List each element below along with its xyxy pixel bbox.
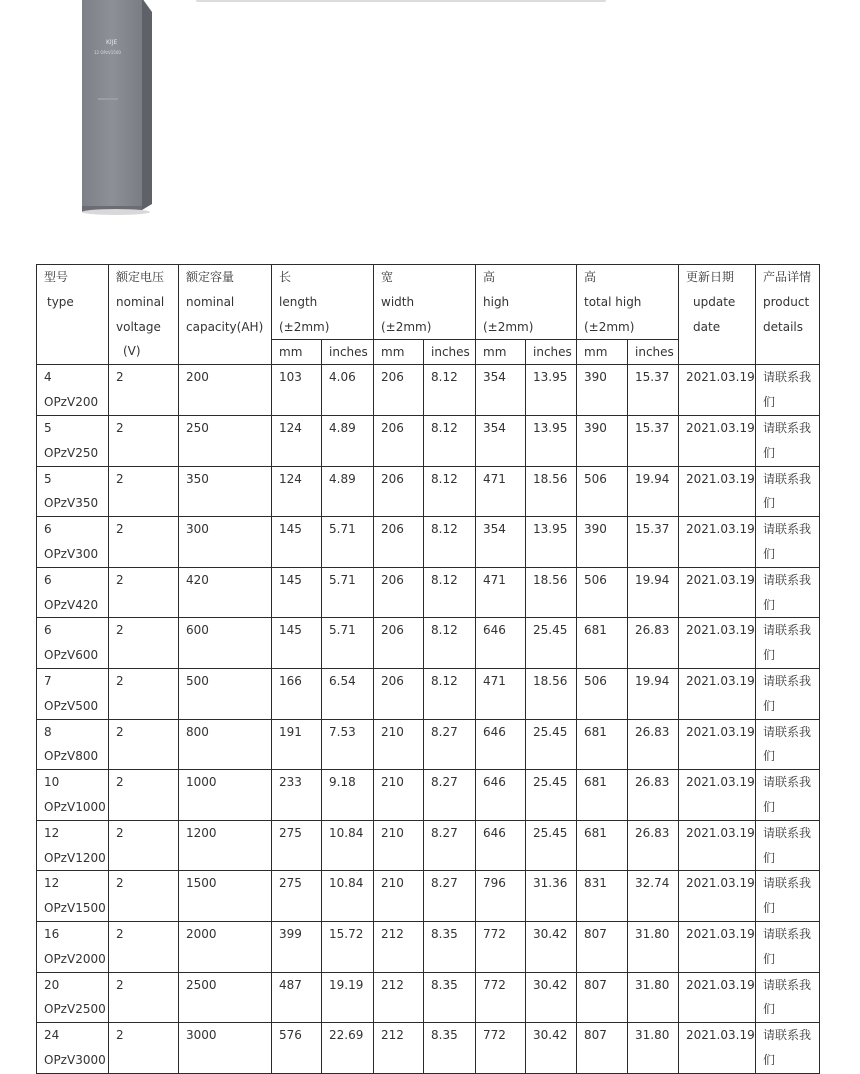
contact-us-link[interactable]: 请联系我 们: [756, 618, 820, 669]
voltage-cell: 2: [109, 517, 179, 568]
header-total-high: 高 total high (±2mm): [577, 265, 679, 340]
total-high-mm-cell: 506: [577, 567, 628, 618]
capacity-cell: 2500: [179, 972, 272, 1023]
battery-brand-label: KIJE: [106, 39, 118, 46]
update-date-cell: 2021.03.19: [679, 415, 756, 466]
total-high-inches-cell: 15.37: [628, 517, 679, 568]
high-inches-cell: 30.42: [526, 972, 577, 1023]
width-mm-cell: 212: [374, 921, 424, 972]
length-inches-cell: 4.89: [322, 415, 374, 466]
type-cell: 10 OPzV1000: [37, 770, 109, 821]
voltage-cell: 2: [109, 871, 179, 922]
total-high-mm-cell: 831: [577, 871, 628, 922]
width-mm-cell: 210: [374, 871, 424, 922]
voltage-cell: 2: [109, 466, 179, 517]
total-high-mm-cell: 390: [577, 365, 628, 416]
capacity-cell: 200: [179, 365, 272, 416]
type-cell: 5 OPzV350: [37, 466, 109, 517]
high-mm-cell: 646: [476, 770, 526, 821]
high-mm-cell: 646: [476, 618, 526, 669]
capacity-cell: 800: [179, 719, 272, 770]
header-product-details: 产品详情 product details: [756, 265, 820, 365]
length-mm-cell: 145: [272, 517, 322, 568]
capacity-cell: 600: [179, 618, 272, 669]
high-inches-cell: 25.45: [526, 770, 577, 821]
voltage-cell: 2: [109, 668, 179, 719]
total-high-mm-cell: 506: [577, 668, 628, 719]
product-image-area: [0, 0, 860, 260]
high-mm-cell: 354: [476, 415, 526, 466]
contact-us-link[interactable]: 请联系我 们: [756, 567, 820, 618]
length-mm-cell: 233: [272, 770, 322, 821]
length-mm-cell: 576: [272, 1023, 322, 1074]
high-inches-cell: 13.95: [526, 517, 577, 568]
update-date-cell: 2021.03.19: [679, 770, 756, 821]
high-inches-cell: 25.45: [526, 820, 577, 871]
width-inches-cell: 8.27: [424, 820, 476, 871]
length-inches-cell: 5.71: [322, 567, 374, 618]
update-date-cell: 2021.03.19: [679, 820, 756, 871]
width-mm-cell: 210: [374, 820, 424, 871]
length-mm-cell: 124: [272, 466, 322, 517]
high-mm-cell: 471: [476, 668, 526, 719]
length-inches-cell: 6.54: [322, 668, 374, 719]
total-high-inches-cell: 19.94: [628, 466, 679, 517]
length-inches-cell: 5.71: [322, 517, 374, 568]
update-date-cell: 2021.03.19: [679, 365, 756, 416]
total-high-inches-cell: 15.37: [628, 415, 679, 466]
unit-mm: mm: [476, 340, 526, 365]
table-row: [37, 517, 820, 568]
total-high-inches-cell: 32.74: [628, 871, 679, 922]
voltage-cell: 2: [109, 1023, 179, 1074]
header-type: 型号 type: [37, 265, 109, 365]
width-mm-cell: 206: [374, 668, 424, 719]
length-inches-cell: 5.71: [322, 618, 374, 669]
table-row: [37, 972, 820, 1023]
width-inches-cell: 8.12: [424, 517, 476, 568]
type-cell: 12 OPzV1500: [37, 871, 109, 922]
total-high-inches-cell: 19.94: [628, 668, 679, 719]
contact-us-link[interactable]: 请联系我 们: [756, 820, 820, 871]
type-cell: 20 OPzV2500: [37, 972, 109, 1023]
contact-us-link[interactable]: 请联系我 们: [756, 719, 820, 770]
capacity-cell: 350: [179, 466, 272, 517]
width-mm-cell: 206: [374, 466, 424, 517]
length-inches-cell: 22.69: [322, 1023, 374, 1074]
total-high-inches-cell: 26.83: [628, 719, 679, 770]
high-mm-cell: 772: [476, 921, 526, 972]
total-high-inches-cell: 26.83: [628, 820, 679, 871]
update-date-cell: 2021.03.19: [679, 871, 756, 922]
type-cell: 4 OPzV200: [37, 365, 109, 416]
width-inches-cell: 8.12: [424, 567, 476, 618]
width-mm-cell: 206: [374, 567, 424, 618]
high-inches-cell: 18.56: [526, 567, 577, 618]
table-row: [37, 567, 820, 618]
unit-inches: inches: [424, 340, 476, 365]
table-row: [37, 770, 820, 821]
length-mm-cell: 487: [272, 972, 322, 1023]
unit-inches: inches: [628, 340, 679, 365]
capacity-cell: 420: [179, 567, 272, 618]
high-mm-cell: 354: [476, 517, 526, 568]
high-inches-cell: 18.56: [526, 668, 577, 719]
voltage-cell: 2: [109, 719, 179, 770]
type-cell: 6 OPzV420: [37, 567, 109, 618]
voltage-cell: 2: [109, 365, 179, 416]
header-update-date: 更新日期 update date: [679, 265, 756, 365]
high-mm-cell: 471: [476, 567, 526, 618]
header-row: [37, 265, 820, 340]
contact-us-link[interactable]: 请联系我 们: [756, 668, 820, 719]
width-inches-cell: 8.12: [424, 668, 476, 719]
width-mm-cell: 210: [374, 719, 424, 770]
voltage-cell: 2: [109, 820, 179, 871]
update-date-cell: 2021.03.19: [679, 921, 756, 972]
width-inches-cell: 8.35: [424, 1023, 476, 1074]
contact-us-link[interactable]: 请联系我 们: [756, 770, 820, 821]
length-inches-cell: 7.53: [322, 719, 374, 770]
width-mm-cell: 210: [374, 770, 424, 821]
contact-us-link[interactable]: 请联系我 们: [756, 871, 820, 922]
voltage-cell: 2: [109, 972, 179, 1023]
contact-us-link[interactable]: 请联系我 们: [756, 517, 820, 568]
total-high-inches-cell: 31.80: [628, 972, 679, 1023]
width-inches-cell: 8.27: [424, 871, 476, 922]
contact-us-link[interactable]: 请联系我 们: [756, 1023, 820, 1074]
update-date-cell: 2021.03.19: [679, 618, 756, 669]
table-row: [37, 618, 820, 669]
capacity-cell: 1200: [179, 820, 272, 871]
high-mm-cell: 646: [476, 719, 526, 770]
table-row: [37, 365, 820, 416]
total-high-inches-cell: 15.37: [628, 365, 679, 416]
width-mm-cell: 212: [374, 1023, 424, 1074]
length-mm-cell: 275: [272, 871, 322, 922]
total-high-mm-cell: 681: [577, 719, 628, 770]
unit-mm: mm: [272, 340, 322, 365]
width-mm-cell: 206: [374, 618, 424, 669]
voltage-cell: 2: [109, 415, 179, 466]
length-inches-cell: 15.72: [322, 921, 374, 972]
voltage-cell: 2: [109, 921, 179, 972]
high-inches-cell: 18.56: [526, 466, 577, 517]
table-row: [37, 921, 820, 972]
unit-inches: inches: [322, 340, 374, 365]
capacity-cell: 1500: [179, 871, 272, 922]
type-cell: 12 OPzV1200: [37, 820, 109, 871]
high-mm-cell: 646: [476, 820, 526, 871]
header-width: 宽 width (±2mm): [374, 265, 476, 340]
truncated-caption-text: [196, 0, 606, 2]
high-mm-cell: 772: [476, 1023, 526, 1074]
high-inches-cell: 25.45: [526, 618, 577, 669]
total-high-inches-cell: 26.83: [628, 618, 679, 669]
table-row: [37, 719, 820, 770]
width-mm-cell: 206: [374, 415, 424, 466]
length-mm-cell: 145: [272, 618, 322, 669]
total-high-mm-cell: 807: [577, 921, 628, 972]
high-mm-cell: 772: [476, 972, 526, 1023]
update-date-cell: 2021.03.19: [679, 517, 756, 568]
capacity-cell: 250: [179, 415, 272, 466]
total-high-inches-cell: 19.94: [628, 567, 679, 618]
battery-product-image: [80, 0, 154, 216]
table-row: [37, 466, 820, 517]
header-high: 高 high (±2mm): [476, 265, 577, 340]
contact-us-link[interactable]: 请联系我 们: [756, 365, 820, 416]
width-inches-cell: 8.12: [424, 415, 476, 466]
high-mm-cell: 471: [476, 466, 526, 517]
width-inches-cell: 8.12: [424, 466, 476, 517]
total-high-mm-cell: 807: [577, 972, 628, 1023]
width-mm-cell: 206: [374, 517, 424, 568]
width-inches-cell: 8.35: [424, 972, 476, 1023]
type-cell: 16 OPzV2000: [37, 921, 109, 972]
update-date-cell: 2021.03.19: [679, 567, 756, 618]
width-inches-cell: 8.27: [424, 719, 476, 770]
width-inches-cell: 8.12: [424, 365, 476, 416]
voltage-cell: 2: [109, 770, 179, 821]
update-date-cell: 2021.03.19: [679, 668, 756, 719]
header-capacity: 额定容量 nominal capacity(AH): [179, 265, 272, 365]
high-mm-cell: 796: [476, 871, 526, 922]
length-inches-cell: 4.89: [322, 466, 374, 517]
table-row: [37, 668, 820, 719]
type-cell: 6 OPzV600: [37, 618, 109, 669]
high-inches-cell: 25.45: [526, 719, 577, 770]
width-inches-cell: 8.35: [424, 921, 476, 972]
length-inches-cell: 10.84: [322, 820, 374, 871]
type-cell: 5 OPzV250: [37, 415, 109, 466]
total-high-mm-cell: 390: [577, 415, 628, 466]
contact-us-link[interactable]: 请联系我 们: [756, 466, 820, 517]
capacity-cell: 2000: [179, 921, 272, 972]
table-row: [37, 820, 820, 871]
capacity-cell: 3000: [179, 1023, 272, 1074]
contact-us-link[interactable]: 请联系我 们: [756, 415, 820, 466]
update-date-cell: 2021.03.19: [679, 972, 756, 1023]
update-date-cell: 2021.03.19: [679, 719, 756, 770]
battery-spec-table: [36, 264, 820, 1074]
length-mm-cell: 191: [272, 719, 322, 770]
total-high-mm-cell: 506: [577, 466, 628, 517]
length-mm-cell: 145: [272, 567, 322, 618]
total-high-mm-cell: 681: [577, 618, 628, 669]
total-high-mm-cell: 681: [577, 820, 628, 871]
total-high-mm-cell: 681: [577, 770, 628, 821]
total-high-mm-cell: 807: [577, 1023, 628, 1074]
width-mm-cell: 206: [374, 365, 424, 416]
unit-mm: mm: [374, 340, 424, 365]
length-mm-cell: 275: [272, 820, 322, 871]
length-mm-cell: 124: [272, 415, 322, 466]
type-cell: 8 OPzV800: [37, 719, 109, 770]
width-mm-cell: 212: [374, 972, 424, 1023]
length-inches-cell: 19.19: [322, 972, 374, 1023]
table-row: [37, 871, 820, 922]
width-inches-cell: 8.27: [424, 770, 476, 821]
capacity-cell: 300: [179, 517, 272, 568]
total-high-inches-cell: 26.83: [628, 770, 679, 821]
battery-model-label: 12 OPzV1500: [94, 50, 121, 55]
length-inches-cell: 9.18: [322, 770, 374, 821]
total-high-inches-cell: 31.80: [628, 921, 679, 972]
length-mm-cell: 166: [272, 668, 322, 719]
contact-us-link[interactable]: 请联系我 们: [756, 972, 820, 1023]
length-mm-cell: 103: [272, 365, 322, 416]
total-high-mm-cell: 390: [577, 517, 628, 568]
high-inches-cell: 30.42: [526, 921, 577, 972]
length-inches-cell: 4.06: [322, 365, 374, 416]
table-row: [37, 1023, 820, 1074]
length-inches-cell: 10.84: [322, 871, 374, 922]
update-date-cell: 2021.03.19: [679, 1023, 756, 1074]
high-inches-cell: 13.95: [526, 415, 577, 466]
header-length: 长 length (±2mm): [272, 265, 374, 340]
table-row: [37, 415, 820, 466]
type-cell: 24 OPzV3000: [37, 1023, 109, 1074]
contact-us-link[interactable]: 请联系我 们: [756, 921, 820, 972]
voltage-cell: 2: [109, 567, 179, 618]
high-inches-cell: 13.95: [526, 365, 577, 416]
capacity-cell: 1000: [179, 770, 272, 821]
capacity-cell: 500: [179, 668, 272, 719]
high-inches-cell: 30.42: [526, 1023, 577, 1074]
type-cell: 7 OPzV500: [37, 668, 109, 719]
unit-mm: mm: [577, 340, 628, 365]
unit-inches: inches: [526, 340, 577, 365]
total-high-inches-cell: 31.80: [628, 1023, 679, 1074]
width-inches-cell: 8.12: [424, 618, 476, 669]
high-mm-cell: 354: [476, 365, 526, 416]
update-date-cell: 2021.03.19: [679, 466, 756, 517]
length-mm-cell: 399: [272, 921, 322, 972]
high-inches-cell: 31.36: [526, 871, 577, 922]
type-cell: 6 OPzV300: [37, 517, 109, 568]
header-voltage: 额定电压 nominal voltage (V): [109, 265, 179, 365]
voltage-cell: 2: [109, 618, 179, 669]
